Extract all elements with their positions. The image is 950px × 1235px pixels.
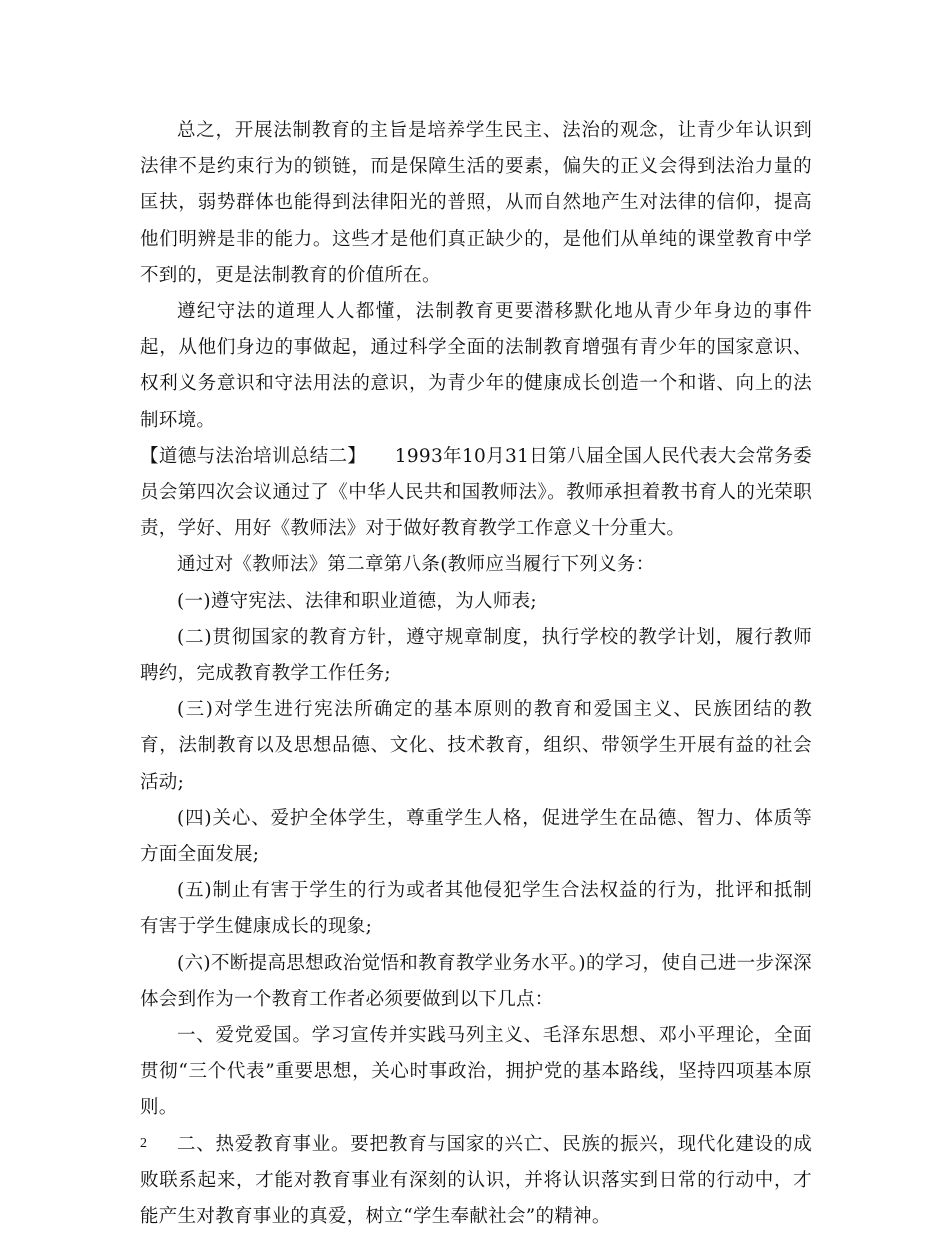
- list-item: (四)关心、爱护全体学生，尊重学生人格，促进学生在品德、智力、体质等方面全面发展;: [140, 807, 812, 866]
- list-item: (五)制止有害于学生的行为或者其他侵犯学生合法权益的行为，批评和抵制有害于学生健康成长的现象;: [140, 880, 812, 938]
- paragraph: 二、热爱教育事业。要把教育与国家的兴亡、民族的振兴，现代化建设的成败联系起来，才能对教育事业有深刻的认识，并将认识落实到日常的行动中，才能产生对教育事业的真爱，树立“学生奉献社会”的精神。: [140, 1133, 812, 1228]
- list-item: (三)对学生进行宪法所确定的基本原则的教育和爱国主义、民族团结的教育，法制教育以及思想品德、文化、技术教育，组织、带领学生开展有益的社会活动;: [140, 699, 812, 793]
- list-item: (二)贯彻国家的教育方针，遵守规章制度，执行学校的教学计划，履行教师聘约，完成教育教学工作任务;: [140, 626, 812, 685]
- list-item: (一)遵守宪法、法律和职业道德，为人师表;: [177, 590, 537, 612]
- list-item: (六)不断提高思想政治觉悟和教育教学业务水平。)的学习，使自己进一步深深体会到作为一个教育工作者必须要做到以下几点：: [140, 952, 812, 1010]
- page-number: 2: [140, 1136, 147, 1151]
- paragraph: 总之，开展法制教育的主旨是培养学生民主、法治的观念，让青少年认识到法律不是约束行为的锁链，而是保障生活的要素，偏失的正义会得到法治力量的匡扶，弱势群体也能得到法律阳光的普照，从而自然地产生对法律的信仰，提高他们明辨是非的能力。这些才是他们真正缺少的，是他们从单纯的课堂教育中学不到的，更是法制教育的价值所在。: [140, 120, 812, 286]
- paragraph: 遵纪守法的道理人人都懂，法制教育更要潜移默化地从青少年身边的事件起，从他们身边的事做起，通过科学全面的法制教育增强有青少年的国家意识、权利义务意识和守法用法的意识，为青少年的健康成长创造一个和谐、向上的法制环境。: [140, 301, 812, 431]
- section-heading-paragraph: 【道德与法治培训总结二】 1993年10月31日第八届全国人民代表大会常务委员会第四次会议通过了《中华人民共和国教师法》。教师承担着教书育人的光荣职责，学好、用好《教师法》对于做好教育教学工作意义十分重大。: [140, 445, 812, 540]
- paragraph: 一、爱党爱国。学习宣传并实践马列主义、毛泽东思想、邓小平理论，全面贯彻“三个代表”重要思想，关心时事政治，拥护党的基本路线，坚持四项基本原则。: [140, 1025, 812, 1119]
- paragraph: 通过对《教师法》第二章第八条(教师应当履行下列义务：: [177, 554, 655, 576]
- document-body: [140, 113, 812, 1235]
